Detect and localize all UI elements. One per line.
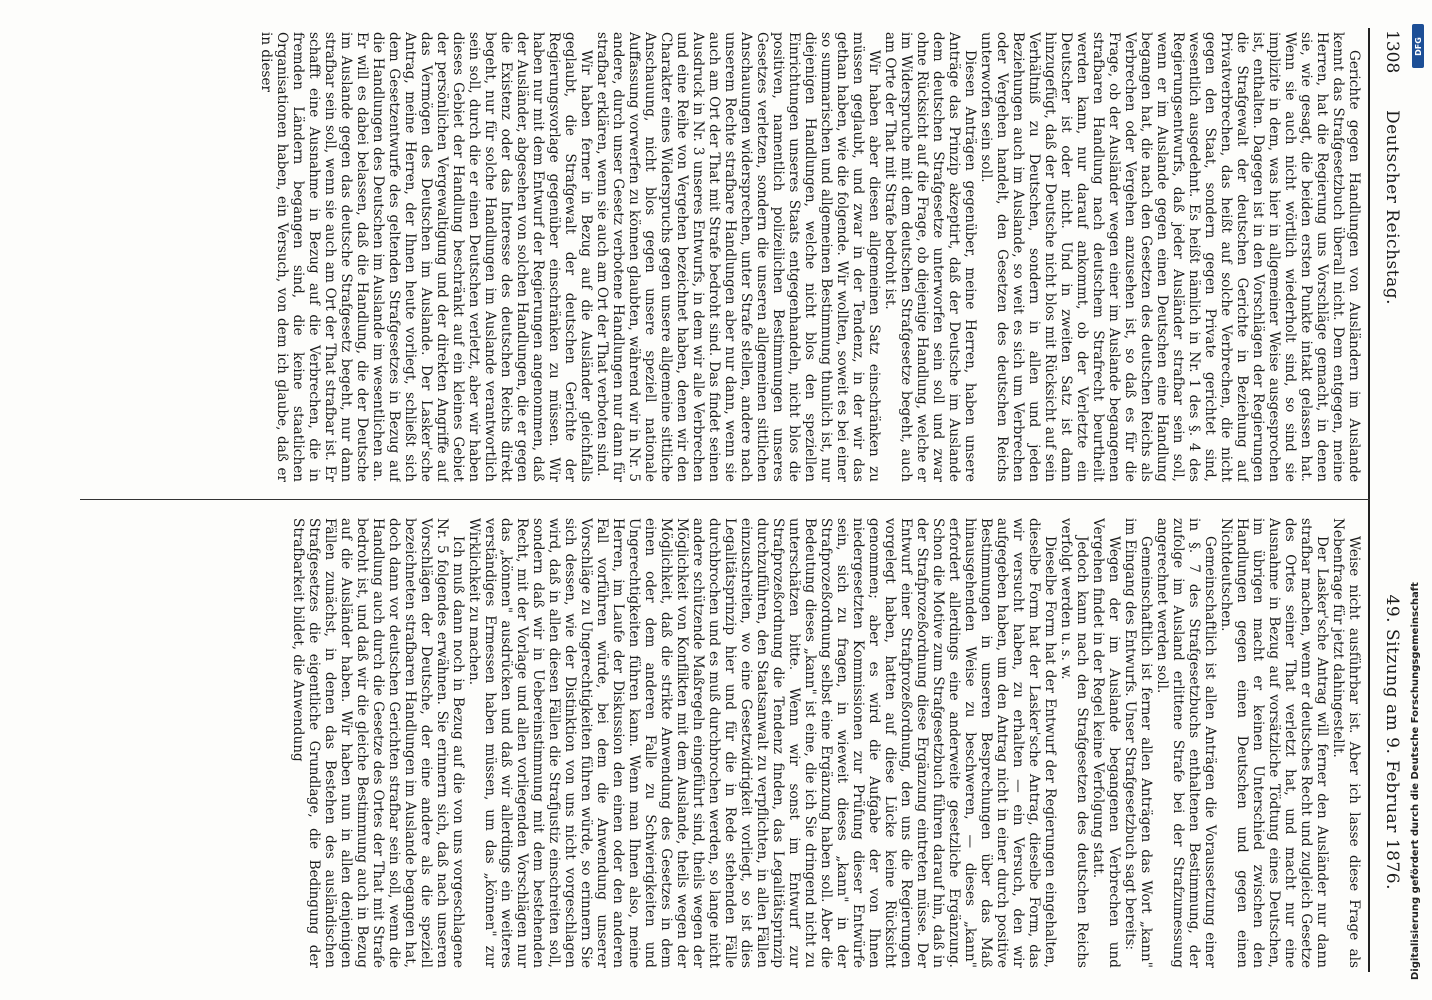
paragraph: Dieselbe Form hat der Entwurf der Regierungen eingehalten, dieselbe Form hat der Lasker'sche Antrag, dieselbe Form, das wir versucht haben, zu erhalten — ein Versuch, den wir aufgegeben haben, um den Antrag nicht in einer durch positive Bestimmungen in unseren Besprechungen über das Maß hinausgehenden Weise zu beschweren, — dieses „kann" erfordert allerdings eine anderweite gesetzliche Ergänzung. Schon die Motive zum Strafgesetzbuch führen darauf hin, daß in der Strafprozeßordnung diese Ergänzung eintreten müsse. Der Entwurf einer Strafprozeßordnung, den uns die Regierungen vorgelegt haben, hatten auf diese Lücke keine Rücksicht genommen; aber es wird die Aufgabe der von Ihnen niedergesetzten Kommissionen zur Prüfung dieser Entwürfe sein, sich zu fragen, in wieweit dieses „kann" in der Strafprozeßordnung selbst eine Ergänzung haben soll. Aber die Bedeutung dieses „kann" ist eine, die ich Sie dringend nicht zu unterschätzen bitte. Wenn wir sonst im Entwurf zur Strafprozeßordnung die Tendenz finden, das Legalitätsprinzip durchzuführen, den Staatsanwalt zu verpflichten, in allen Fällen einzuschreiten, wo eine Gesetzwidrigkeit vorliegt, so ist dies Legalitätsprinzip hier und für die in Rede stehenden Fälle durchbrochen und es muß durchbrochen werden, so lange nicht andere schützende Maßregeln eingeführt sind, theils wegen der Möglichkeit von Konflikten mit dem Auslande, theils wegen der Möglichkeit, daß die strikte Anwendung des Gesetzes in dem einen oder dem anderen Falle zu Schwierigkeiten und Ungerechtigkeiten führen kann. Wenn man Ihnen also, meine Herren, im Laufe der Diskussion den einen oder den anderen Fall vorführen würde, bei dem die Anwendung unserer Vorschläge zu Ungerechtigkeiten führen würde, so erinnern Sie sich dessen, wie der Distinktion von uns nicht vorgeschlagen wird, daß in allen diesen Fällen die Strafjustiz einschreiten soll, sondern daß wir in Uebereinstimmung mit dem bestehenden Recht, mit der Vorlage und allen vorliegenden Vorschlägen nur das „können" ausdrücken und daß wir allerdings ein weiteres verständiges Ermessen haben müssen, um das „können" zur Wirklichkeit zu machen. [466, 518, 1058, 968]
header-right-title: 49. Sitzung am 9. Februar 1876. [1382, 594, 1402, 890]
paragraph: Wir haben ferner in Bezug auf die Ausländer gleichfalls geglaubt, die Strafgewalt der deutschen Gerichte der Regierungsvorlage gegenüber einschränken zu müssen. Wir haben nur mit dem Entwurf der Regierungen angenommen, daß der Ausländer, abgesehen von solchen Handlungen, die er gegen die Existenz oder das Interesse des deutschen Reichs direkt begeht, nur für solche Handlungen im Auslande verantwortlich sein soll, durch die er einen Deutschen verletzt, aber wir haben dieses Gebiet der Handlung beschränkt auf ein kleines Gebiet der persönlichen Vergewaltigung und der direkten Angriffe auf das Vermögen des Deutschen im Auslande. Der Lasker'sche Antrag, meine Herren, der Ihnen heute vorliegt, schließt sich dem Gesetzentwurfe des geltenden Strafgesetzes in Bezug auf die Handlungen des Deutschen im Auslande im wesentlichen an. Er will es dabei belassen, daß die Handlung, die der Deutsche im Auslande gegen das deutsche Strafgesetz begeht, nur dann strafbar sein soll, wenn sie auch am Ort der That strafbar ist. Er schafft eine Ausnahme in Bezug auf die Verbrechen, die in fremden Ländern begangen sind, die keine staatlichen Organisationen haben, ein Versuch, von dem ich glaube, daß er in dieser [258, 32, 594, 482]
paragraph: Gerichte gegen Handlungen von Ausländern im Auslande kennt das Strafgesetzbuch überall nicht. Dem entgegen, meine Herren, hat die Regierung uns Vorschläge gemacht, in denen sie, wie gesagt, die beiden ersten Punkte intakt gelassen hat. Wenn sie auch nicht wörtlich wiederholt sind, so sind sie implizite in dem, was hier in allgemeiner Weise ausgesprochen ist, enthalten. Dagegen ist in den Vorschlägen der Regierungen die Strafgewalt der deutschen Gerichte in Beziehung auf Privatverbrechen, das heißt auf solche Verbrechen, die nicht gegen den Staat, sondern gegen Private gerichtet sind, wesentlich ausgedehnt. Es heißt nämlich in Nr. 1 des §. 4 des Regierungsentwurfs, daß jeder Ausländer strafbar sein soll, wenn er im Auslande gegen einen Deutschen eine Handlung begangen hat, die nach den Gesetzen des deutschen Reichs als Verbrechen oder Vergehen anzusehen ist, so daß es für die Frage, ob der Ausländer wegen einer im Auslande begangenen strafbaren Handlung nach deutschem Strafrecht beurtheilt werden kann, nur darauf ankommt, ob der Verletzte ein Deutscher ist oder nicht. Und in zweiten Satz ist dann hinzugefügt, daß der Deutsche nicht blos mit Rücksicht auf sein Verhältniß zu Deutschen, sondern in allen und jeden Beziehungen auch im Auslande, so weit es sich um Verbrechen oder Vergehen handelt, den Gesetzen des deutschen Reichs unterworfen sein soll. [978, 32, 1362, 482]
paragraph: Jedoch kann nach den Strafgesetzen des deutschen Reichs verfolgt werden u. s. w. [1058, 518, 1090, 968]
dfg-logo [1412, 24, 1424, 68]
paragraph: Wir haben aber diesen allgemeinen Satz einschränken zu müssen geglaubt, und zwar in der Tendenz, in der wir das gethan haben, wie die folgende. Wir wollten, soweit es bei einer so summarischen und allgemeinen Bestimmung thunlich ist, nur diejenigen Handlungen, welche nicht blos den speziellen Einrichtungen unseres Staats entgegenhandeln, nicht blos die positiven, namentlich polizeilichen Bestimmungen unseres Gesetzes verletzen, sondern die unseren allgemeinen sittlichen Anschauungen widersprechen, unter Strafe stellen, andere nach unserem Rechte strafbare Handlungen aber nur dann, wenn sie auch am Ort der That mit Strafe bedroht sind. Das findet seinen Ausdruck in Nr. 3 unseres Entwurfs, in dem wir alle Verbrechen und eine Reihe von Vergehen bezeichnet haben, denen wir den Charakter eines Widerspruchs gegen unsere allgemeine sittliche Anschauung, nicht blos gegen unsere speziell nationale Auffassung vorwerfen zu können glaubten, während wir in Nr. 5 andere, durch unser Gesetz verbotene Handlungen nur dann für strafbar erklären, wenn sie auch am Ort der That verboten sind. [594, 32, 882, 482]
paragraph: Wegen der im Auslande begangenen Verbrechen und Vergehen findet in der Regel keine Verfolgung statt. [1090, 518, 1122, 968]
left-column [82, 32, 1362, 482]
column-divider [80, 499, 1370, 500]
right-column [82, 518, 1362, 968]
paragraph: Der Lasker'sche Antrag will ferner den Ausländer nur dann strafbar machen, wenn er deutsches Recht und zugleich Gesetze des Ortes seiner That verletzt hat, und macht nur eine Ausnahme in Bezug auf vorsätzliche Tödtung eines Deutschen, im übrigen macht er keinen Unterschied zwischen den Handlungen gegen einen Deutschen und gegen einen Nichtdeutschen. [1218, 518, 1330, 968]
digitization-credit: Digitalisierung gefördert durch die Deutsche Forschungsgemeinschaft [1410, 582, 1421, 980]
header-rule [1368, 28, 1370, 972]
paragraph: Gemeinschaftlich ist allen Anträgen die Voraussetzung einer in §. 7 des Strafgesetzbuchs enthaltenen Bestimmung, der zufolge im Ausland erlittene Strafe bei der Strafzumessung angerechnet werden soll. [1154, 518, 1218, 968]
paragraph: Weise nicht ausführbar ist. Aber ich lasse diese Frage als Nebenfrage für jetzt dahingestellt. [1330, 518, 1362, 968]
dfg-badge-text: DFG [1413, 36, 1423, 56]
paragraph: Gemeinschaftlich ist ferner allen Anträgen das Wort „kann" im Eingang des Entwurfs. Unser Strafgesetzbuch sagt bereits: [1122, 518, 1154, 968]
page-number: 1308 [1382, 30, 1402, 74]
page-header [1378, 30, 1402, 970]
paragraph: Ich muß dann noch in Bezug auf die von uns vorgeschlagene Nr. 5 folgendes erwähnen. Sie erinnern sich, daß nach unseren Vorschlägen der Deutsche, der eine andere als die speziell bezeichneten strafbaren Handlungen im Auslande begangen hat, doch dann vor deutschen Gerichten strafbar sein soll, wenn die Handlung auch durch die Gesetze des Ortes der That mit Strafe bedroht ist, und daß wir die gleiche Bestimmung auch in Bezug auf die Ausländer haben. Wir haben nun in allen denjenigen Fällen zunächst, in denen das Bestehen des ausländischen Strafgesetzes die eigentliche Grundlage, die Bedingung der Strafbarkeit bildet, die Anwendung [290, 518, 466, 968]
paragraph: Diesen Anträgen gegenüber, meine Herren, haben unsere Anträge das Prinzip akzeptirt, daß der Deutsche im Auslande dem deutschen Strafgesetze unterworfen sein soll und zwar ohne Rücksicht auf die Frage, ob diejenige Handlung, welche er im Widerspruche mit dem deutschen Strafgesetze begeht, auch am Orte der That mit Strafe bedroht ist. [882, 32, 978, 482]
header-left-title: Deutscher Reichstag. [1382, 110, 1402, 305]
